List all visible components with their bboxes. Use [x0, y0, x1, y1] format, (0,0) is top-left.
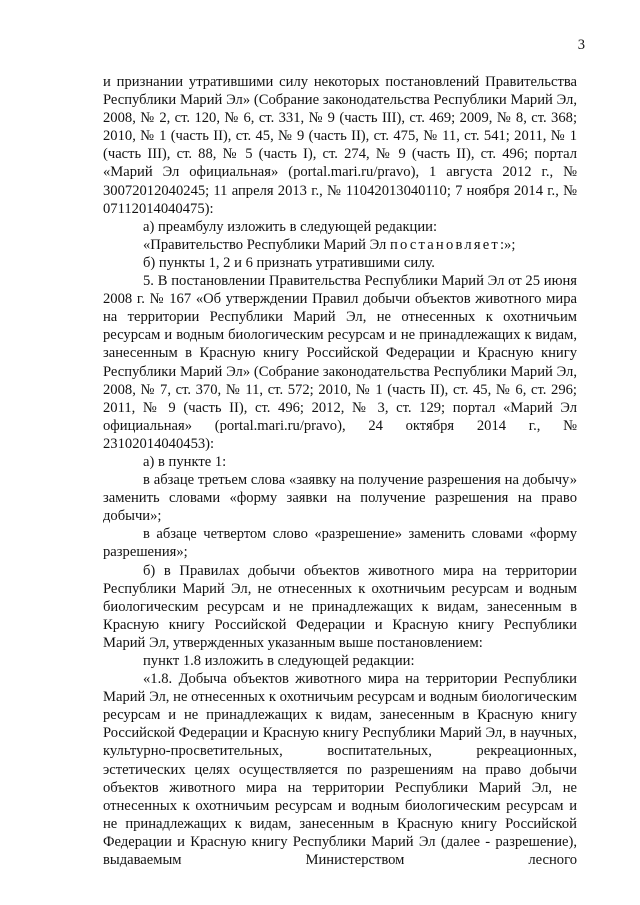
paragraph-preamble-text [103, 236, 577, 254]
paragraph-repeal-clause: и признании утратившими силу некоторых постановлений Правительства Республики Марий Эл» (Собрание законодательства Республики Марий Эл, 2008, № 2, ст. 120, № 6, ст. 331, № 9 (часть III), ст. 469; 2009, № 8, ст. 368; 2010, № 1 (часть II), ст. 45, № 9 (часть II), ст. 475, № 11, ст. 541; 2011, № 1 (часть III), ст. 88, № 5 (часть I), ст. 274, № 9 (часть II), ст. 496; портал «Марий Эл официальная» (portal.mari.ru/pravo), 1 августа 2012 г., № 30072012040245; 11 апреля 2013 г., № 11042013040110; 7 ноября 2014 г., № 07112014040475): [103, 74, 577, 217]
preamble-text-spaced: постановляет [389, 236, 500, 253]
paragraph-point-1-8-intro: пункт 1.8 изложить в следующей редакции: [143, 653, 415, 669]
paragraph-point-1-8-text: «1.8. Добыча объектов животного мира на территории Республики Марий Эл, не отнесенных к охотничьим ресурсам и водным биологическим ресурсам и не принадлежащих к видам, занесенным в Красную книгу Российской Федерации и Красную книгу Республики Марий Эл, в научных, культурно-просветительных, воспитательных, рекреационных, эстетических целях осуществляется по разрешениям на право добычи объектов животного мира на территории Республики Марий Эл, не отнесенных к охотничьим ресурсам и водным биологическим ресурсам и не принадлежащих к видам, занесенным в Красную книгу Российской Федерации и Красную книгу Республики Марий Эл (далее - разрешение), выдаваемым Министерством лесного [103, 671, 577, 869]
document-body [103, 73, 577, 869]
paragraph-section-5: 5. В постановлении Правительства Республики Марий Эл от 25 июня 2008 г. № 167 «Об утверждении Правил добычи объектов животного мира на территории Республики Марий Эл, не отнесенных к охотничьим ресурсам и водным биологическим ресурсам и не принадлежащих к видам, занесенным в Красную книгу Российской Федерации и Красную книгу Республики Марий Эл» (Собрание законодательства Республики Марий Эл, 2008, № 7, ст. 370, № 11, ст. 572; 2010, № 1 (часть II), ст. 45, № 6, ст. 296; 2011, № 9 (часть II), ст. 496; 2012, № 3, ст. 129; портал «Марий Эл официальная» (portal.mari.ru/pravo), 24 октября 2014 г., № 23102014040453): [103, 273, 577, 452]
paragraph-item-a-point-1: а) в пункте 1: [143, 453, 227, 470]
preamble-text-start: «Правительство Республики Марий Эл [143, 236, 390, 253]
preamble-text-end: :»; [500, 236, 516, 253]
page-number: 3 [577, 37, 585, 53]
paragraph-item-a-preamble: а) преамбулу изложить в следующей редакции: [143, 218, 438, 235]
paragraph-third-subparagraph: в абзаце третьем слова «заявку на получение разрешения на добычу» заменить словами «форму заявки на получение разрешения на право добычи»; [103, 472, 577, 525]
paragraph-fourth-subparagraph: в абзаце четвертом слово «разрешение» заменить словами «форму разрешения»; [103, 526, 577, 561]
paragraph-item-b-rules: б) в Правилах добычи объектов животного мира на территории Республики Марий Эл, не отнесенных к охотничьим ресурсам и водным биологическим ресурсам и не принадлежащих к видам, занесенным в Красную книгу Российской Федерации и Красную книгу Республики Марий Эл, утвержденных указанным выше постановлением: [103, 562, 577, 651]
paragraph-item-b-repeal: б) пункты 1, 2 и 6 признать утратившими силу. [143, 254, 435, 271]
